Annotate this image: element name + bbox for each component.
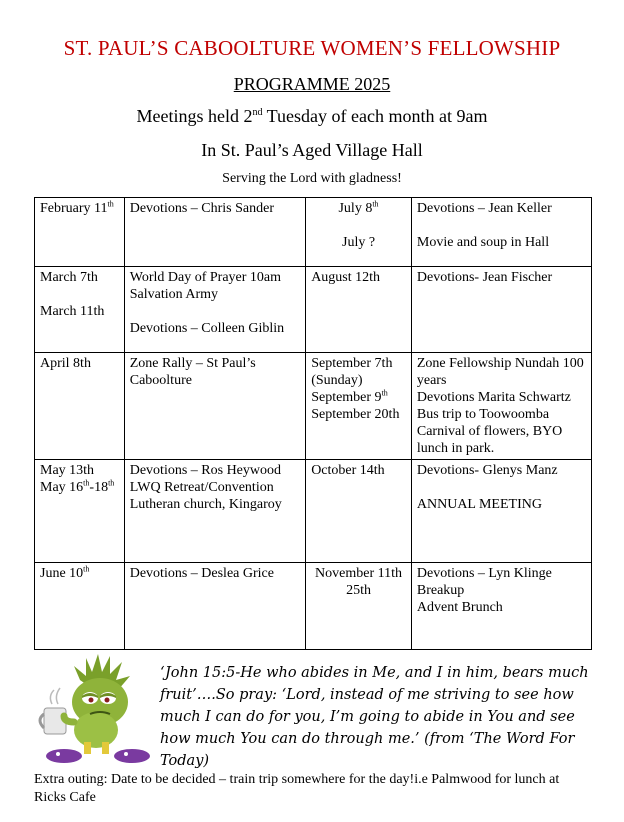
programme-table — [34, 197, 592, 650]
meeting-schedule: Meetings held 2nd Tuesday of each month at 9am — [136, 106, 488, 126]
table-row — [35, 460, 592, 563]
page-title: ST. PAUL’S CABOOLTURE WOMEN’S FELLOWSHIP — [63, 36, 561, 60]
date-cell: October 14th — [306, 460, 412, 563]
event-cell: Devotions- Jean Fischer — [411, 267, 591, 353]
event-cell: Devotions – Ros Heywood LWQ Retreat/Convention Lutheran church, Kingaroy — [124, 460, 305, 563]
date-cell: June 10th — [35, 563, 125, 650]
event-cell: Devotions – Jean Keller Movie and soup in Hall — [411, 198, 591, 267]
date-cell: August 12th — [306, 267, 412, 353]
motto-line: Serving the Lord with gladness! — [222, 171, 402, 186]
programme-heading: PROGRAMME 2025 — [233, 74, 391, 94]
event-cell: Devotions- Glenys Manz ANNUAL MEETING — [411, 460, 591, 563]
table-row — [35, 563, 592, 650]
event-cell: World Day of Prayer 10am Salvation Army Devotions – Colleen Giblin — [124, 267, 305, 353]
extra-outing-note: Extra outing: Date to be decided – train trip somewhere for the day!i.e Palmwood for lunch at Ricks Cafe — [34, 772, 560, 805]
date-cell: April 8th — [35, 353, 125, 460]
table-row — [35, 353, 592, 460]
event-cell: Devotions – Lyn Klinge Breakup Advent Brunch — [411, 563, 591, 650]
date-cell: September 7th (Sunday) September 9th September 20th — [306, 353, 412, 460]
venue-line: In St. Paul’s Aged Village Hall — [201, 140, 423, 160]
table-row — [35, 198, 592, 267]
bible-quote: ‘John 15:5-He who abides in Me, and I in him, bears much fruit’….So pray: ‘Lord, instead of me striving to see how much I can do for you, I’m going to abide in You and see how much You can do through me.’ (from ‘The Word For Today) — [160, 665, 589, 769]
date-cell: March 7th March 11th — [35, 267, 125, 353]
table-row — [35, 267, 592, 353]
event-cell: Devotions – Chris Sander — [124, 198, 305, 267]
event-cell: Zone Rally – St Paul’s Caboolture — [124, 353, 305, 460]
date-cell: February 11th — [35, 198, 125, 267]
date-cell: May 13th May 16th-18th — [35, 460, 125, 563]
tired-cartoon-character-illustration — [34, 650, 156, 765]
event-cell: Zone Fellowship Nundah 100 years Devotions Marita Schwartz Bus trip to Toowoomba Carnival of flowers, BYO lunch in park. — [411, 353, 591, 460]
date-cell: November 11th 25th — [306, 563, 412, 650]
event-cell: Devotions – Deslea Grice — [124, 563, 305, 650]
date-cell: July 8th July ? — [306, 198, 412, 267]
